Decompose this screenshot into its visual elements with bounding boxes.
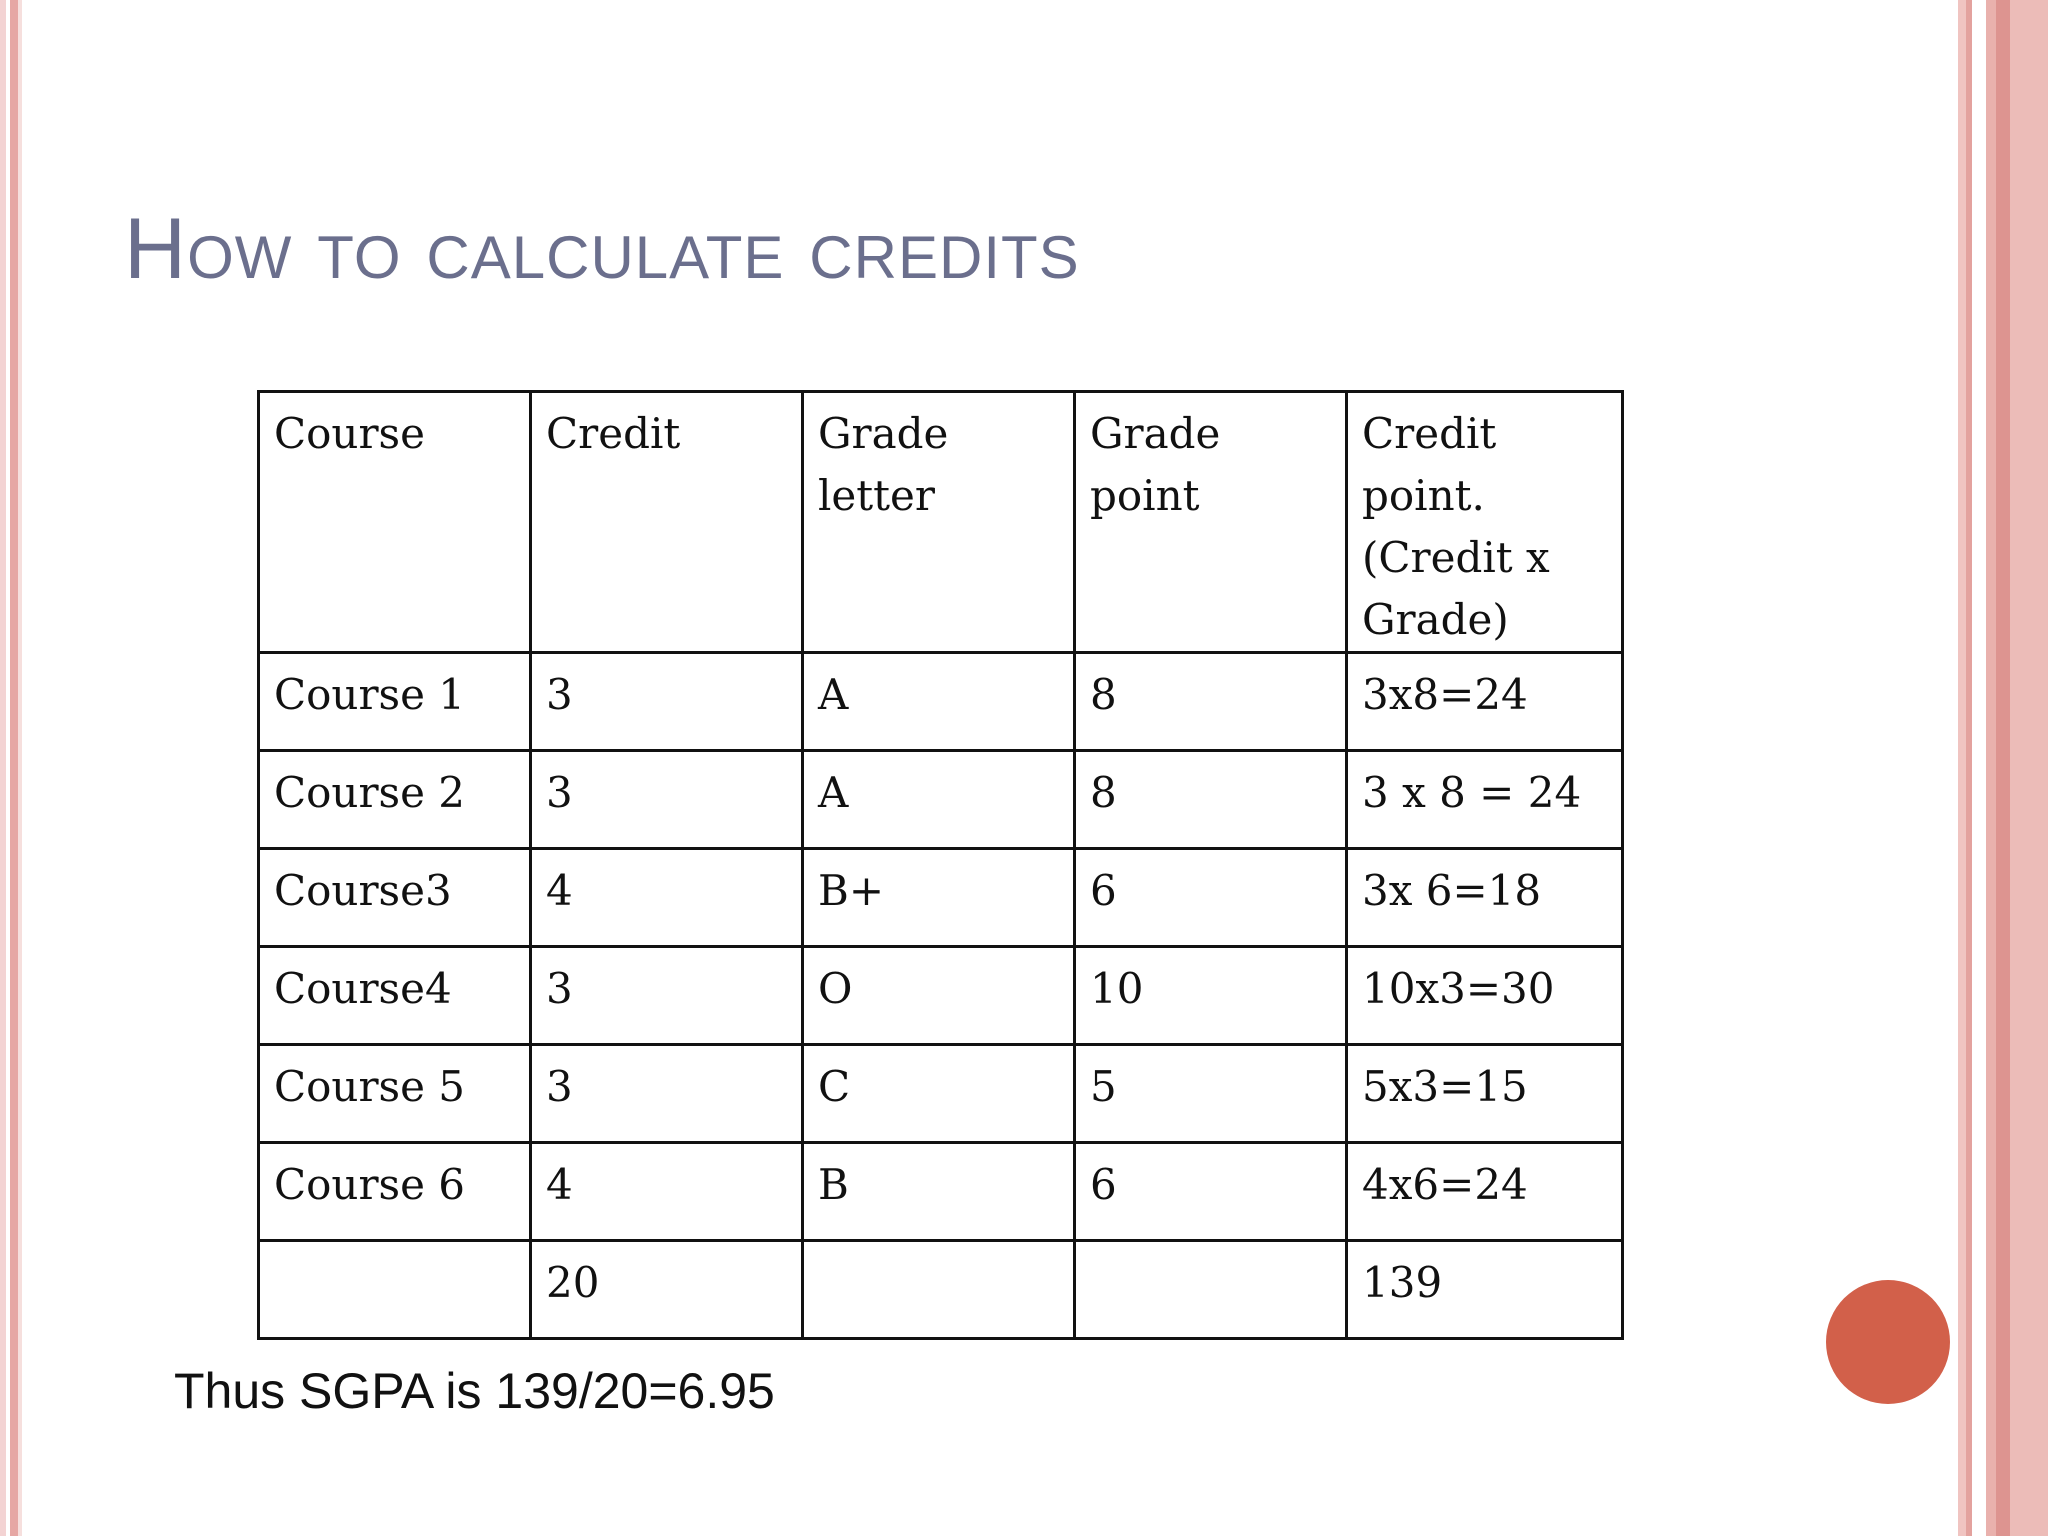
cell-grade-point: 6 (1075, 1143, 1347, 1241)
decorative-orb (1826, 1280, 1950, 1404)
header-cell-credit-point: Credit point. (Credit x Grade) (1347, 392, 1623, 653)
cell-grade-letter: A (803, 751, 1075, 849)
cell-course: Course 6 (259, 1143, 531, 1241)
right-border-stripe (1958, 0, 1966, 1536)
cell-credit: 3 (531, 1045, 803, 1143)
right-border-stripe (1986, 0, 1996, 1536)
cell-credit-point: 10x3=30 (1347, 947, 1623, 1045)
cell-grade-point: 8 (1075, 751, 1347, 849)
credits-table (257, 390, 1624, 1340)
cell-grade-letter: C (803, 1045, 1075, 1143)
cell-credit-point: 3 x 8 = 24 (1347, 751, 1623, 849)
cell-grade-point: 10 (1075, 947, 1347, 1045)
sgpa-summary: Thus SGPA is 139/20=6.95 (174, 1363, 775, 1419)
cell-grade-point: 8 (1075, 653, 1347, 751)
header-cell-grade-point: Grade point (1075, 392, 1347, 653)
table-row (259, 751, 1623, 849)
right-border-stripe (2010, 0, 2048, 1536)
table-row (259, 849, 1623, 947)
cell-credit: 3 (531, 947, 803, 1045)
slide-title: How to calculate credits (124, 201, 1080, 297)
table-header-row (259, 392, 1623, 653)
left-border-stripe (10, 0, 18, 1536)
cell-course: Course4 (259, 947, 531, 1045)
cell-course: Course3 (259, 849, 531, 947)
header-cell-grade-letter: Grade letter (803, 392, 1075, 653)
cell-grade-letter: A (803, 653, 1075, 751)
cell-credit-point: 4x6=24 (1347, 1143, 1623, 1241)
table-row (259, 1045, 1623, 1143)
cell-credit-point: 5x3=15 (1347, 1045, 1623, 1143)
table-row (259, 653, 1623, 751)
cell-course: Course 5 (259, 1045, 531, 1143)
cell-course: Course 2 (259, 751, 531, 849)
cell-course (259, 1241, 531, 1339)
table-total-row (259, 1241, 1623, 1339)
cell-course: Course 1 (259, 653, 531, 751)
right-border-stripe (1972, 0, 1986, 1536)
cell-credit: 4 (531, 1143, 803, 1241)
header-cell-credit: Credit (531, 392, 803, 653)
cell-credit-point: 3x8=24 (1347, 653, 1623, 751)
cell-credit-point: 3x 6=18 (1347, 849, 1623, 947)
cell-grade-point (1075, 1241, 1347, 1339)
cell-grade-point: 6 (1075, 849, 1347, 947)
cell-total-credit: 20 (531, 1241, 803, 1339)
cell-grade-point: 5 (1075, 1045, 1347, 1143)
cell-grade-letter: B+ (803, 849, 1075, 947)
cell-grade-letter: O (803, 947, 1075, 1045)
table-row (259, 947, 1623, 1045)
left-border-stripe (0, 0, 6, 1536)
cell-grade-letter (803, 1241, 1075, 1339)
right-border-stripe (1996, 0, 2010, 1536)
cell-credit: 3 (531, 653, 803, 751)
cell-grade-letter: B (803, 1143, 1075, 1241)
cell-credit: 4 (531, 849, 803, 947)
header-cell-course: Course (259, 392, 531, 653)
cell-total-credit-point: 139 (1347, 1241, 1623, 1339)
cell-credit: 3 (531, 751, 803, 849)
left-border-stripe (18, 0, 22, 1536)
table-row (259, 1143, 1623, 1241)
